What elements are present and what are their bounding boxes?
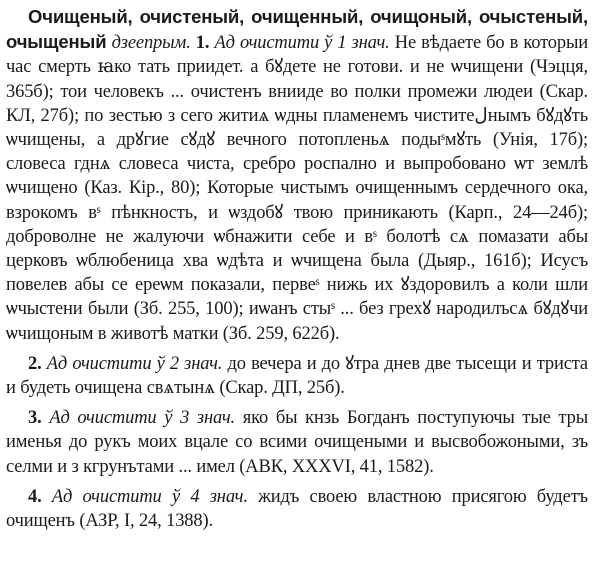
sense-text: жидъ своею властною присягою будетъ очищенъ (АЗР, I, 24, 1388). bbox=[6, 486, 588, 532]
sense-number: 4. bbox=[28, 486, 42, 507]
sense-reference: Ад очистити ў 1 знач. bbox=[214, 33, 390, 54]
sense-text: яко бы кнзь Богданъ поступуючы тые тры именья до рукъ моих вцале со всими очищеными и высвобожоными, зъ селми и з кгрунътами ... имел (АВК, XXXVI, 41, 1582). bbox=[6, 408, 588, 477]
entry-sense-2 bbox=[6, 352, 588, 400]
sense-text: Не вѣдаете бо в которыи час смерть ꙗко тать приидет. а бꙋдете не готови. и не ѡчищени (Чэцця, 365б); тои человекъ ... очистенъ внииде во полки промежи людеи (Скар. КЛ, 27б); по зестью з сего житиѧ ѡдны пламенемъ чиститеلнымъ бꙋдꙋть ѡчищены, а дрꙋгие сꙋдꙋ вечного потопленьѧ подыˢмꙋть (Унія, 17б); словеса гднѧ словеса чиста, сребро роспално и выпробовано ѡт землѣ ѡчищено (Каз. Кір., 80); Которые чистымъ очищеннымъ сердечного ока, взрокомъ вˢ пѣнкность, и ѡздобꙋ твою приникають (Карп., 24—24б); доброволне не жалуючи ѡбнажити себе и вˢ болотѣ сѧ помазати абы церковъ ѡблюбеница хва ѡдѣта и ѡчищена была (Дыяр., 161б); Исусъ повелев абы се ереѡм показали, первеˢ нижь их ꙋздоровилъ а коли шли ѡчыстени были (Зб. 255, 100); иѡанъ стыˢ ... без грехꙋ народилъсѧ бꙋдꙋчи ѡчищоным в животѣ матки (Зб. 259, 622б). bbox=[6, 33, 589, 344]
headword: Очищеный, очистеный, очищенный, очищоный, очыстеный, очыщеный bbox=[6, 6, 588, 53]
entry-main bbox=[6, 5, 588, 346]
entry-sense-3 bbox=[6, 406, 588, 479]
entry-sense-4 bbox=[6, 485, 588, 533]
sense-number: 2. bbox=[28, 353, 42, 374]
sense-reference: Ад очистити ў 2 знач. bbox=[46, 353, 223, 374]
sense-text: до вечера и до ꙋтра днев две тысещи и триста и будеть очищена свѧтынѧ (Скар. ДП, 25б). bbox=[6, 353, 588, 399]
sense-number: 1. bbox=[195, 33, 210, 54]
sense-number: 3. bbox=[28, 408, 42, 429]
sense-reference: Ад очистити ў 4 знач. bbox=[51, 486, 248, 507]
part-of-speech: дзеeпрым. bbox=[111, 33, 191, 54]
sense-reference: Ад очистити ў 3 знач. bbox=[49, 408, 236, 429]
